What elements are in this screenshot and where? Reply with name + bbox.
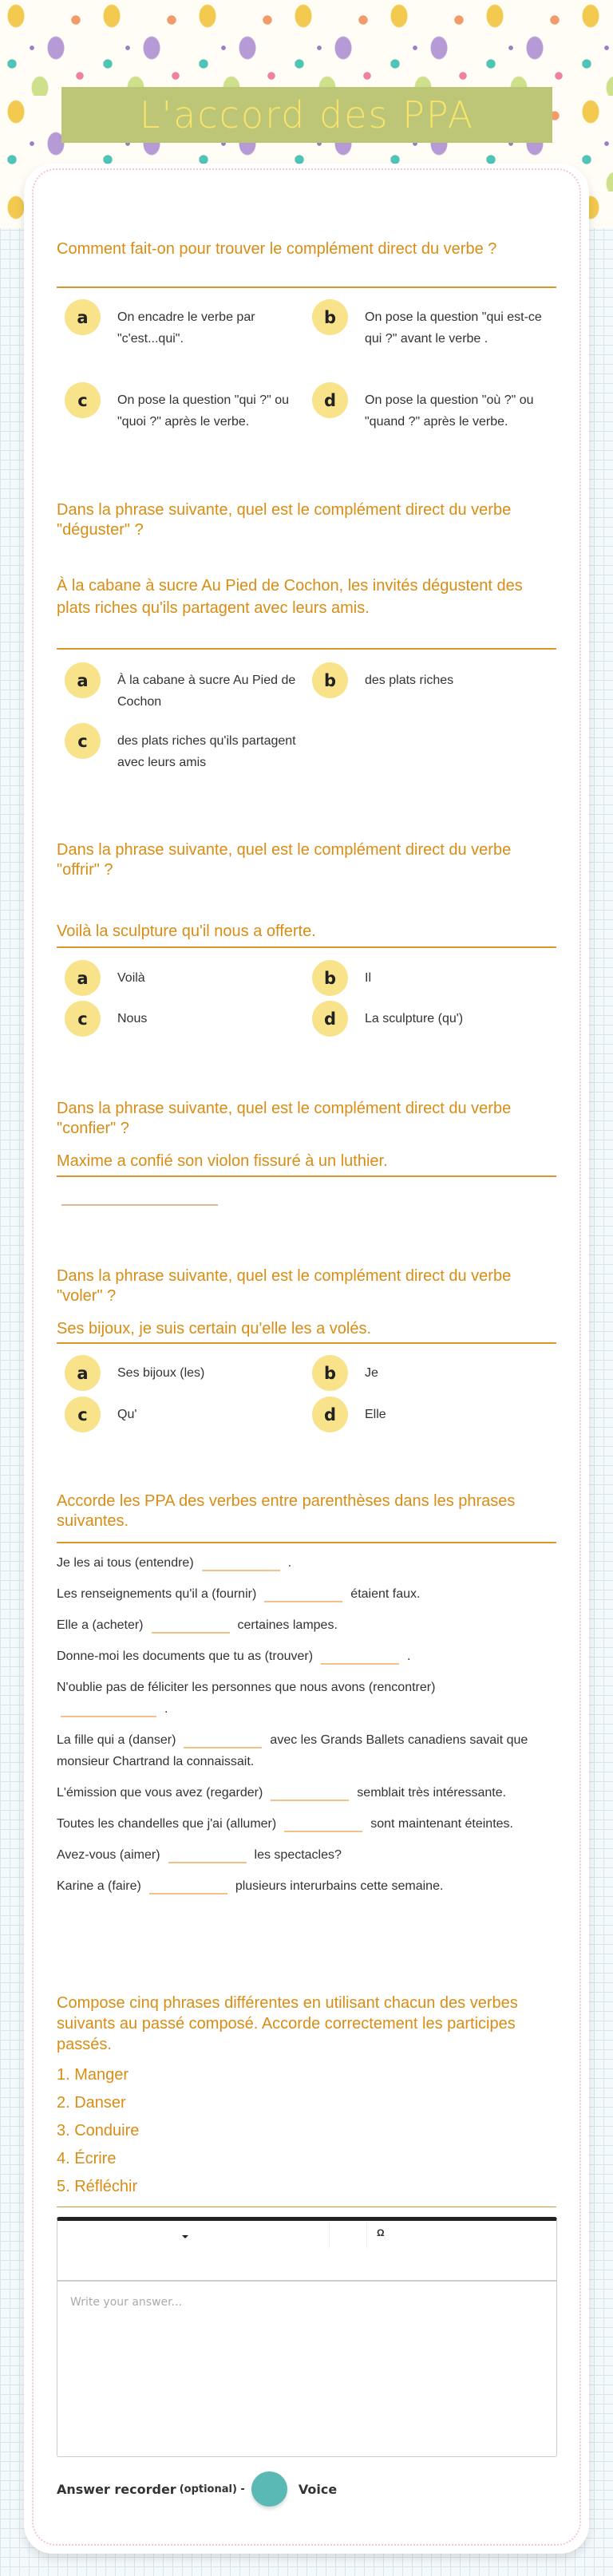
option-text: À la cabane à sucre Au Pied de Cochon <box>117 674 296 709</box>
option-letter: b <box>312 662 348 698</box>
question-7: Compose cinq phrases différentes en utilisant chacun des verbes suivants au passé composé. Accorde correctement les participes passés. <box>57 1994 518 2053</box>
option-text: Elle <box>365 1408 386 1421</box>
option-d[interactable] <box>312 1397 552 1432</box>
blank-input[interactable] <box>184 1737 262 1748</box>
option-b[interactable] <box>312 1355 552 1391</box>
option-letter: a <box>65 299 101 335</box>
option-text: La sculpture (qu') <box>365 1012 464 1025</box>
option-a[interactable] <box>65 1355 304 1391</box>
divider <box>57 1175 556 1177</box>
option-c[interactable] <box>65 723 304 773</box>
fill-sentence: La fille qui a (danser) avec les Grands Ballets canadiens savait que monsieur Chartrand la connaissait. <box>57 1733 528 1768</box>
blank-input[interactable] <box>202 1560 280 1571</box>
blank-input[interactable] <box>61 1706 156 1717</box>
option-letter: c <box>65 382 101 418</box>
blank-input[interactable] <box>168 1852 247 1863</box>
divider <box>57 648 556 650</box>
option-letter: b <box>312 299 348 335</box>
option-letter: c <box>65 1001 101 1037</box>
verb-list <box>57 2061 556 2201</box>
blank-input[interactable] <box>152 1622 230 1634</box>
question-5: Dans la phrase suivante, quel est le complément direct du verbe "voler" ? <box>57 1267 512 1305</box>
fill-sentence: Donne-moi les documents que tu as (trouver) . <box>57 1650 411 1663</box>
question-2-sentence: À la cabane à sucre Au Pied de Cochon, les invités dégustent des plats riches qu'ils partagent avec leurs amis. <box>57 577 523 617</box>
divider <box>57 286 556 288</box>
record-button[interactable] <box>251 2471 287 2507</box>
option-text: Il <box>365 971 371 985</box>
worksheet-card <box>24 164 589 2554</box>
option-d[interactable] <box>312 382 552 433</box>
option-text: On pose la question "qui ?" ou "quoi ?" après le verbe. <box>117 393 290 429</box>
dropdown-caret-icon[interactable] <box>182 2235 188 2238</box>
divider <box>57 946 556 948</box>
option-b[interactable] <box>312 299 552 350</box>
option-text: Ses bijoux (les) <box>117 1366 205 1380</box>
option-text: On pose la question "qui est-ce qui ?" avant le verbe . <box>365 310 542 346</box>
fill-sentence: N'oublie pas de féliciter les personnes que nous avons (rencontrer) . <box>57 1681 436 1716</box>
verb-item: 2. Danser <box>57 2094 126 2112</box>
verb-item: 4. Écrire <box>57 2150 117 2167</box>
question-3: Dans la phrase suivante, quel est le complément direct du verbe "offrir" ? <box>57 841 512 879</box>
fill-in-list <box>57 1552 556 1906</box>
toolbar-separator <box>366 2222 367 2248</box>
option-text: des plats riches qu'ils partagent avec leurs amis <box>117 734 296 769</box>
option-letter: a <box>65 1355 101 1391</box>
question-3-sentence: Voilà la sculpture qu'il nous a offerte. <box>57 923 316 940</box>
answer-recorder <box>57 2471 337 2507</box>
option-c[interactable] <box>65 1397 304 1432</box>
option-letter: a <box>65 960 101 996</box>
fill-sentence: Avez-vous (aimer) les spectacles? <box>57 1848 342 1862</box>
option-b[interactable] <box>312 662 552 698</box>
question-4-sentence: Maxime a confié son violon fissuré à un luthier. <box>57 1152 388 1170</box>
recorder-label: Answer recorder <box>57 2481 176 2497</box>
rich-text-editor <box>57 2217 557 2457</box>
option-letter: b <box>312 1355 348 1391</box>
option-letter: b <box>312 960 348 996</box>
option-text: On encadre le verbe par "c'est...qui". <box>117 310 255 346</box>
option-letter: a <box>65 662 101 698</box>
option-c[interactable] <box>65 382 304 433</box>
question-6: Accorde les PPA des verbes entre parenthèses dans les phrases suivantes. <box>57 1492 516 1530</box>
option-letter: d <box>312 382 348 418</box>
divider <box>57 1342 556 1344</box>
fill-sentence: Karine a (faire) plusieurs interurbains cette semaine. <box>57 1879 444 1893</box>
title-banner <box>61 87 552 143</box>
recorder-optional: (optional) - <box>179 2483 245 2495</box>
question-4: Dans la phrase suivante, quel est le complément direct du verbe "confier" ? <box>57 1100 512 1137</box>
voice-label: Voice <box>298 2481 338 2497</box>
option-text: des plats riches <box>365 674 454 687</box>
verb-item: 5. Réfléchir <box>57 2178 138 2195</box>
option-a[interactable] <box>65 662 304 713</box>
fill-sentence: Les renseignements qu'il a (fournir) étaient faux. <box>57 1587 421 1601</box>
blank-input[interactable] <box>321 1653 399 1665</box>
option-text: On pose la question "où ?" ou "quand ?" après le verbe. <box>365 393 534 429</box>
question-5-sentence: Ses bijoux, je suis certain qu'elle les a volés. <box>57 1320 372 1337</box>
option-letter: d <box>312 1001 348 1037</box>
option-a[interactable] <box>65 299 304 350</box>
option-b[interactable] <box>312 960 552 996</box>
editor-toolbar <box>57 2221 556 2282</box>
option-letter: d <box>312 1397 348 1432</box>
question-1: Comment fait-on pour trouver le complément direct du verbe ? <box>57 240 497 258</box>
verb-item: 1. Manger <box>57 2066 129 2084</box>
blank-input[interactable] <box>271 1790 349 1801</box>
blank-input[interactable] <box>264 1591 342 1602</box>
option-letter: c <box>65 1397 101 1432</box>
verb-item: 3. Conduire <box>57 2122 140 2139</box>
toolbar-separator <box>329 2222 330 2248</box>
divider <box>57 1542 556 1543</box>
answer-textarea[interactable]: Write your answer... <box>70 2296 182 2309</box>
option-text: Qu' <box>117 1408 137 1421</box>
option-letter: c <box>65 723 101 759</box>
answer-input[interactable] <box>61 1188 218 1206</box>
fill-sentence: Elle a (acheter) certaines lampes. <box>57 1618 338 1632</box>
fill-sentence: L'émission que vous avez (regarder) semblait très intéressante. <box>57 1786 507 1800</box>
blank-input[interactable] <box>284 1821 362 1832</box>
fill-sentence: Je les ai tous (entendre) . <box>57 1556 292 1570</box>
special-character-button[interactable]: Ω <box>377 2227 385 2238</box>
option-a[interactable] <box>65 960 304 996</box>
option-text: Voilà <box>117 971 145 985</box>
option-text: Je <box>365 1366 378 1380</box>
fill-sentence: Toutes les chandelles que j'ai (allumer) sont maintenant éteintes. <box>57 1817 513 1831</box>
option-text: Nous <box>117 1012 148 1025</box>
blank-input[interactable] <box>149 1883 227 1894</box>
page-title: L'accord des PPA <box>139 93 475 136</box>
option-d[interactable] <box>312 1001 552 1037</box>
question-2: Dans la phrase suivante, quel est le complément direct du verbe "déguster" ? <box>57 501 512 539</box>
option-c[interactable] <box>65 1001 304 1037</box>
